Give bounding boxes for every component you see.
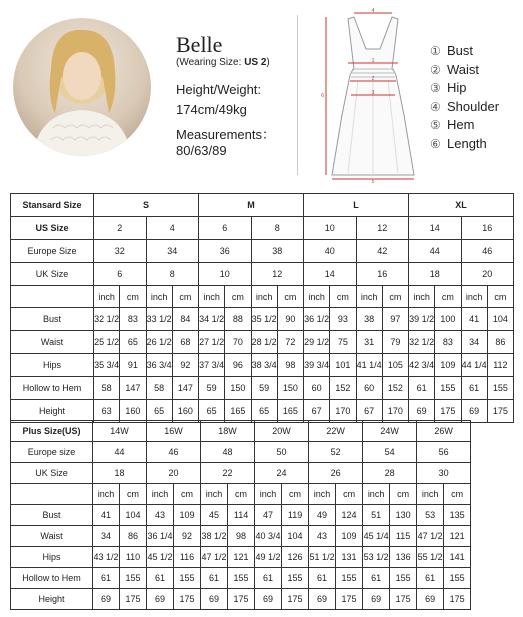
measurement-cell: 67 [356, 400, 382, 423]
measurement-cell: 155 [487, 377, 513, 400]
divider [297, 15, 298, 175]
blank-cell [11, 285, 94, 308]
unit-cell: inch [356, 285, 382, 308]
size-cell: 14 [304, 262, 357, 285]
size-rows [11, 442, 471, 484]
measurements-label: Measurements： [176, 127, 275, 142]
measurement-cell: 38 [356, 308, 382, 331]
measurement-cell: 42 3/4 [409, 354, 435, 377]
measurement-cell: 110 [120, 547, 147, 568]
size-header: 20W [255, 421, 309, 442]
row-label: Hips [11, 547, 93, 568]
table-row [11, 285, 514, 308]
unit-cell: inch [309, 484, 336, 505]
measurement-cell: 68 [172, 331, 198, 354]
unit-cell: inch [255, 484, 282, 505]
measurements-value: 80/63/89 [176, 143, 227, 158]
size-cell: 56 [417, 442, 471, 463]
measurement-cell: 150 [277, 377, 303, 400]
measurement-cell: 63 [94, 400, 120, 423]
measurement-cell: 104 [282, 526, 309, 547]
measurement-cell: 175 [435, 400, 461, 423]
size-cell: 30 [417, 463, 471, 484]
size-header: 16W [147, 421, 201, 442]
height-weight-value: 174cm/49kg [176, 102, 247, 117]
size-cell: 46 [461, 239, 514, 262]
measurement-cell: 175 [282, 589, 309, 610]
size-cell: 18 [409, 262, 462, 285]
unit-cell: inch [251, 285, 277, 308]
measurement-cell: 152 [382, 377, 408, 400]
standard-size-table [10, 193, 514, 423]
measurement-cell: 65 [251, 400, 277, 423]
table-row [11, 239, 514, 262]
measurement-cell: 32 1/2 [94, 308, 120, 331]
measurement-cell: 39 1/2 [409, 308, 435, 331]
height-weight-label: Height/Weight: [176, 82, 262, 97]
unit-cell: cm [282, 484, 309, 505]
size-cell: 34 [146, 239, 199, 262]
table-row [11, 308, 514, 331]
measurement-cell: 61 [255, 568, 282, 589]
measurement-cell: 61 [409, 377, 435, 400]
measurement-cell: 34 [93, 526, 120, 547]
measurement-cell: 69 [147, 589, 174, 610]
size-cell: 18 [93, 463, 147, 484]
measurement-cell: 90 [277, 308, 303, 331]
plus-size-table [10, 420, 471, 610]
size-cell: 52 [309, 442, 363, 463]
unit-cell: cm [120, 285, 146, 308]
size-cell: 28 [363, 463, 417, 484]
unit-cell: cm [382, 285, 408, 308]
measurement-cell: 165 [277, 400, 303, 423]
measurement-cell: 88 [225, 308, 251, 331]
measurement-cell: 45 1/4 [363, 526, 390, 547]
table-row [11, 421, 471, 442]
measurement-cell: 136 [390, 547, 417, 568]
size-header: 26W [417, 421, 471, 442]
model-photo [13, 18, 151, 156]
measurement-cell: 72 [277, 331, 303, 354]
row-label: Bust [11, 308, 94, 331]
unit-cell: inch [409, 285, 435, 308]
measurement-cell: 33 1/2 [146, 308, 172, 331]
size-cell: 16 [356, 262, 409, 285]
measurement-cell: 155 [282, 568, 309, 589]
measurement-cell: 45 [201, 505, 228, 526]
row-label: Height [11, 589, 93, 610]
measurement-cell: 59 [199, 377, 225, 400]
size-cell: 2 [94, 216, 147, 239]
row-label: Hollow to Hem [11, 377, 94, 400]
row-label: Waist [11, 331, 94, 354]
row-label: Waist [11, 526, 93, 547]
measurement-cell: 93 [330, 308, 356, 331]
size-cell: 10 [199, 262, 252, 285]
measurement-cell: 115 [390, 526, 417, 547]
size-cell: 26 [309, 463, 363, 484]
measurement-cell: 101 [330, 354, 356, 377]
measurement-cell: 65 [199, 400, 225, 423]
measurement-cell: 175 [174, 589, 201, 610]
size-cell: 46 [147, 442, 201, 463]
size-header: 18W [201, 421, 255, 442]
size-cell: 38 [251, 239, 304, 262]
size-cell: 44 [93, 442, 147, 463]
measurement-cell: 160 [172, 400, 198, 423]
unit-cell: inch [147, 484, 174, 505]
measurement-cell: 116 [174, 547, 201, 568]
measurement-cell: 31 [356, 331, 382, 354]
measurement-cell: 165 [225, 400, 251, 423]
measurement-cell: 37 3/4 [199, 354, 225, 377]
measurement-cell: 91 [120, 354, 146, 377]
diagram-label: 1 [371, 58, 375, 64]
unit-cell: cm [277, 285, 303, 308]
table-row [11, 589, 471, 610]
measurement-cell: 65 [146, 400, 172, 423]
measurement-cell: 41 1/4 [356, 354, 382, 377]
measurement-cell: 104 [120, 505, 147, 526]
table-row [11, 526, 471, 547]
size-header: 24W [363, 421, 417, 442]
unit-cell: cm [390, 484, 417, 505]
measurement-cell: 44 1/4 [461, 354, 487, 377]
measurement-cell: 51 1/2 [309, 547, 336, 568]
row-label: Bust [11, 505, 93, 526]
unit-cell: cm [120, 484, 147, 505]
row-label: US Size [11, 216, 94, 239]
measurement-cell: 41 [461, 308, 487, 331]
table-row [11, 262, 514, 285]
measurement-cell: 152 [330, 377, 356, 400]
measurement-cell: 41 [93, 505, 120, 526]
size-cell: 6 [94, 262, 147, 285]
measurement-cell: 126 [282, 547, 309, 568]
measurement-cell: 69 [363, 589, 390, 610]
table-row [11, 442, 471, 463]
measurement-rows [11, 308, 514, 422]
table-row [11, 547, 471, 568]
measurement-cell: 114 [228, 505, 255, 526]
unit-cell: cm [228, 484, 255, 505]
measurement-cell: 59 [251, 377, 277, 400]
unit-cell: cm [225, 285, 251, 308]
measurement-cell: 47 [255, 505, 282, 526]
diagram-label: 3 [371, 90, 375, 96]
measurement-cell: 155 [174, 568, 201, 589]
measurement-legend [430, 42, 499, 153]
size-cell: 54 [363, 442, 417, 463]
measurement-cell: 150 [225, 377, 251, 400]
row-label: UK Size [11, 262, 94, 285]
measurement-cell: 147 [120, 377, 146, 400]
legend-item: ① Bust [430, 43, 474, 58]
measurement-cell: 47 1/2 [417, 526, 444, 547]
measurement-cell: 38 1/2 [201, 526, 228, 547]
measurement-cell: 29 1/2 [304, 331, 330, 354]
measurement-cell: 83 [120, 308, 146, 331]
measurement-cell: 49 [309, 505, 336, 526]
table-title: Plus Size(US) [11, 421, 93, 442]
measurement-cell: 79 [382, 331, 408, 354]
measurement-cell: 69 [309, 589, 336, 610]
diagram-label: 6 [321, 93, 324, 99]
measurement-cell: 135 [444, 505, 471, 526]
measurement-cell: 147 [172, 377, 198, 400]
measurement-cell: 121 [444, 526, 471, 547]
unit-cell: cm [487, 285, 513, 308]
measurement-cell: 124 [336, 505, 363, 526]
measurement-cell: 170 [330, 400, 356, 423]
measurement-cell: 61 [417, 568, 444, 589]
row-label: Europe Size [11, 239, 94, 262]
measurement-cell: 131 [336, 547, 363, 568]
measurement-cell: 84 [172, 308, 198, 331]
measurement-cell: 61 [461, 377, 487, 400]
size-cell: 14 [409, 216, 462, 239]
measurement-cell: 69 [409, 400, 435, 423]
measurement-cell: 60 [304, 377, 330, 400]
measurement-cell: 36 1/2 [304, 308, 330, 331]
measurement-cell: 86 [487, 331, 513, 354]
size-cell: 20 [147, 463, 201, 484]
table-row [11, 463, 471, 484]
measurement-cell: 60 [356, 377, 382, 400]
unit-cell: cm [172, 285, 198, 308]
measurement-cell: 53 1/2 [363, 547, 390, 568]
size-rows [11, 216, 514, 285]
diagram-label: 2 [371, 76, 375, 82]
measurement-cell: 175 [487, 400, 513, 423]
legend-item: ② Waist [430, 61, 480, 77]
diagram-label: 5 [371, 179, 375, 183]
measurement-cell: 61 [363, 568, 390, 589]
dress-diagram [318, 5, 428, 183]
size-cell: 6 [199, 216, 252, 239]
measurement-cell: 47 1/2 [201, 547, 228, 568]
measurement-cell: 38 3/4 [251, 354, 277, 377]
measurement-cell: 69 [417, 589, 444, 610]
measurement-cell: 86 [120, 526, 147, 547]
measurement-cell: 49 1/2 [255, 547, 282, 568]
measurement-cell: 58 [94, 377, 120, 400]
measurement-cell: 97 [382, 308, 408, 331]
size-cell: 36 [199, 239, 252, 262]
size-cell: 40 [304, 239, 357, 262]
measurement-cell: 98 [228, 526, 255, 547]
unit-cell: cm [174, 484, 201, 505]
wearing-size: (Wearing Size: US 2) [176, 57, 270, 68]
measurement-cell: 155 [444, 568, 471, 589]
measurement-cell: 109 [174, 505, 201, 526]
measurement-cell: 75 [330, 331, 356, 354]
measurement-cell: 28 1/2 [251, 331, 277, 354]
unit-cell: cm [435, 285, 461, 308]
measurement-cell: 92 [174, 526, 201, 547]
measurement-cell: 70 [225, 331, 251, 354]
measurement-cell: 155 [435, 377, 461, 400]
size-cell: 8 [146, 262, 199, 285]
row-label: UK Size [11, 463, 93, 484]
unit-cell: inch [417, 484, 444, 505]
measurement-cell: 69 [255, 589, 282, 610]
table-row [11, 354, 514, 377]
measurement-cell: 121 [228, 547, 255, 568]
measurement-cell: 43 [309, 526, 336, 547]
unit-cell: inch [363, 484, 390, 505]
measurement-cell: 69 [93, 589, 120, 610]
legend-item: ④ Shoulder [430, 98, 500, 114]
measurement-cell: 61 [201, 568, 228, 589]
size-group-header: L [304, 194, 409, 217]
size-header: 22W [309, 421, 363, 442]
size-group-header: XL [409, 194, 514, 217]
unit-cell: inch [146, 285, 172, 308]
legend-item: ③ Hip [430, 80, 467, 95]
measurement-cell: 51 [363, 505, 390, 526]
measurement-cell: 109 [435, 354, 461, 377]
size-cell: 32 [94, 239, 147, 262]
measurement-cell: 40 3/4 [255, 526, 282, 547]
size-cell: 20 [461, 262, 514, 285]
blank-cell [11, 484, 93, 505]
measurement-cell: 175 [336, 589, 363, 610]
unit-cell: inch [94, 285, 120, 308]
size-cell: 10 [304, 216, 357, 239]
table-row [11, 377, 514, 400]
table-row [11, 216, 514, 239]
header-section [0, 0, 523, 185]
measurement-cell: 105 [382, 354, 408, 377]
row-label: Hips [11, 354, 94, 377]
size-cell: 12 [251, 262, 304, 285]
measurement-cell: 175 [228, 589, 255, 610]
unit-cell: cm [336, 484, 363, 505]
size-cell: 4 [146, 216, 199, 239]
measurement-cell: 43 1/2 [93, 547, 120, 568]
measurement-cell: 43 [147, 505, 174, 526]
measurement-cell: 67 [304, 400, 330, 423]
size-cell: 42 [356, 239, 409, 262]
measurement-cell: 61 [93, 568, 120, 589]
size-header: 14W [93, 421, 147, 442]
size-group-header: S [94, 194, 199, 217]
measurement-cell: 36 3/4 [146, 354, 172, 377]
measurement-cell: 155 [390, 568, 417, 589]
measurement-cell: 35 1/2 [251, 308, 277, 331]
measurement-cell: 170 [382, 400, 408, 423]
legend-item: ⑤ Hem [430, 117, 475, 132]
unit-cell: inch [461, 285, 487, 308]
measurement-cell: 65 [120, 331, 146, 354]
legend-item: ⑥ Length [430, 135, 487, 151]
measurement-cell: 96 [225, 354, 251, 377]
table-row [11, 400, 514, 423]
measurement-cell: 130 [390, 505, 417, 526]
table-row [11, 331, 514, 354]
unit-cell: cm [330, 285, 356, 308]
measurement-cell: 104 [487, 308, 513, 331]
size-cell: 50 [255, 442, 309, 463]
unit-row [11, 484, 471, 505]
size-cell: 16 [461, 216, 514, 239]
model-name: Belle [176, 32, 223, 57]
row-label: Hollow to Hem [11, 568, 93, 589]
measurement-cell: 55 1/2 [417, 547, 444, 568]
measurement-cell: 155 [120, 568, 147, 589]
measurement-cell: 175 [444, 589, 471, 610]
measurement-cell: 155 [228, 568, 255, 589]
table-row [11, 484, 471, 505]
measurement-cell: 32 1/2 [409, 331, 435, 354]
size-cell: 44 [409, 239, 462, 262]
measurement-cell: 100 [435, 308, 461, 331]
measurement-cell: 83 [435, 331, 461, 354]
table-row [11, 568, 471, 589]
measurement-cell: 58 [146, 377, 172, 400]
size-cell: 22 [201, 463, 255, 484]
measurement-cell: 92 [172, 354, 198, 377]
measurement-cell: 34 [461, 331, 487, 354]
measurement-cell: 35 3/4 [94, 354, 120, 377]
measurement-cell: 109 [336, 526, 363, 547]
measurement-cell: 61 [147, 568, 174, 589]
measurement-rows [11, 505, 471, 610]
unit-cell: cm [444, 484, 471, 505]
measurement-cell: 175 [120, 589, 147, 610]
measurement-cell: 39 3/4 [304, 354, 330, 377]
measurement-cell: 25 1/2 [94, 331, 120, 354]
measurement-cell: 175 [390, 589, 417, 610]
row-label: Height [11, 400, 94, 423]
measurement-cell: 53 [417, 505, 444, 526]
measurement-cell: 112 [487, 354, 513, 377]
measurement-cell: 34 1/2 [199, 308, 225, 331]
size-cell: 24 [255, 463, 309, 484]
measurement-cell: 69 [201, 589, 228, 610]
unit-cell: inch [201, 484, 228, 505]
measurement-cell: 141 [444, 547, 471, 568]
diagram-label: 4 [371, 8, 375, 14]
table-title: Stansard Size [11, 194, 94, 217]
measurement-cell: 69 [461, 400, 487, 423]
measurement-cell: 45 1/2 [147, 547, 174, 568]
unit-row [11, 285, 514, 308]
measurement-cell: 119 [282, 505, 309, 526]
size-cell: 48 [201, 442, 255, 463]
measurement-cell: 36 1/4 [147, 526, 174, 547]
unit-cell: inch [304, 285, 330, 308]
row-label: Europe size [11, 442, 93, 463]
table-row [11, 505, 471, 526]
measurement-cell: 26 1/2 [146, 331, 172, 354]
measurement-cell: 98 [277, 354, 303, 377]
measurement-cell: 27 1/2 [199, 331, 225, 354]
measurement-cell: 155 [336, 568, 363, 589]
unit-cell: inch [199, 285, 225, 308]
size-group-header: M [199, 194, 304, 217]
size-cell: 8 [251, 216, 304, 239]
model-photo-illustration [13, 18, 151, 156]
table-row [11, 194, 514, 217]
measurement-cell: 160 [120, 400, 146, 423]
measurement-cell: 61 [309, 568, 336, 589]
unit-cell: inch [93, 484, 120, 505]
size-cell: 12 [356, 216, 409, 239]
